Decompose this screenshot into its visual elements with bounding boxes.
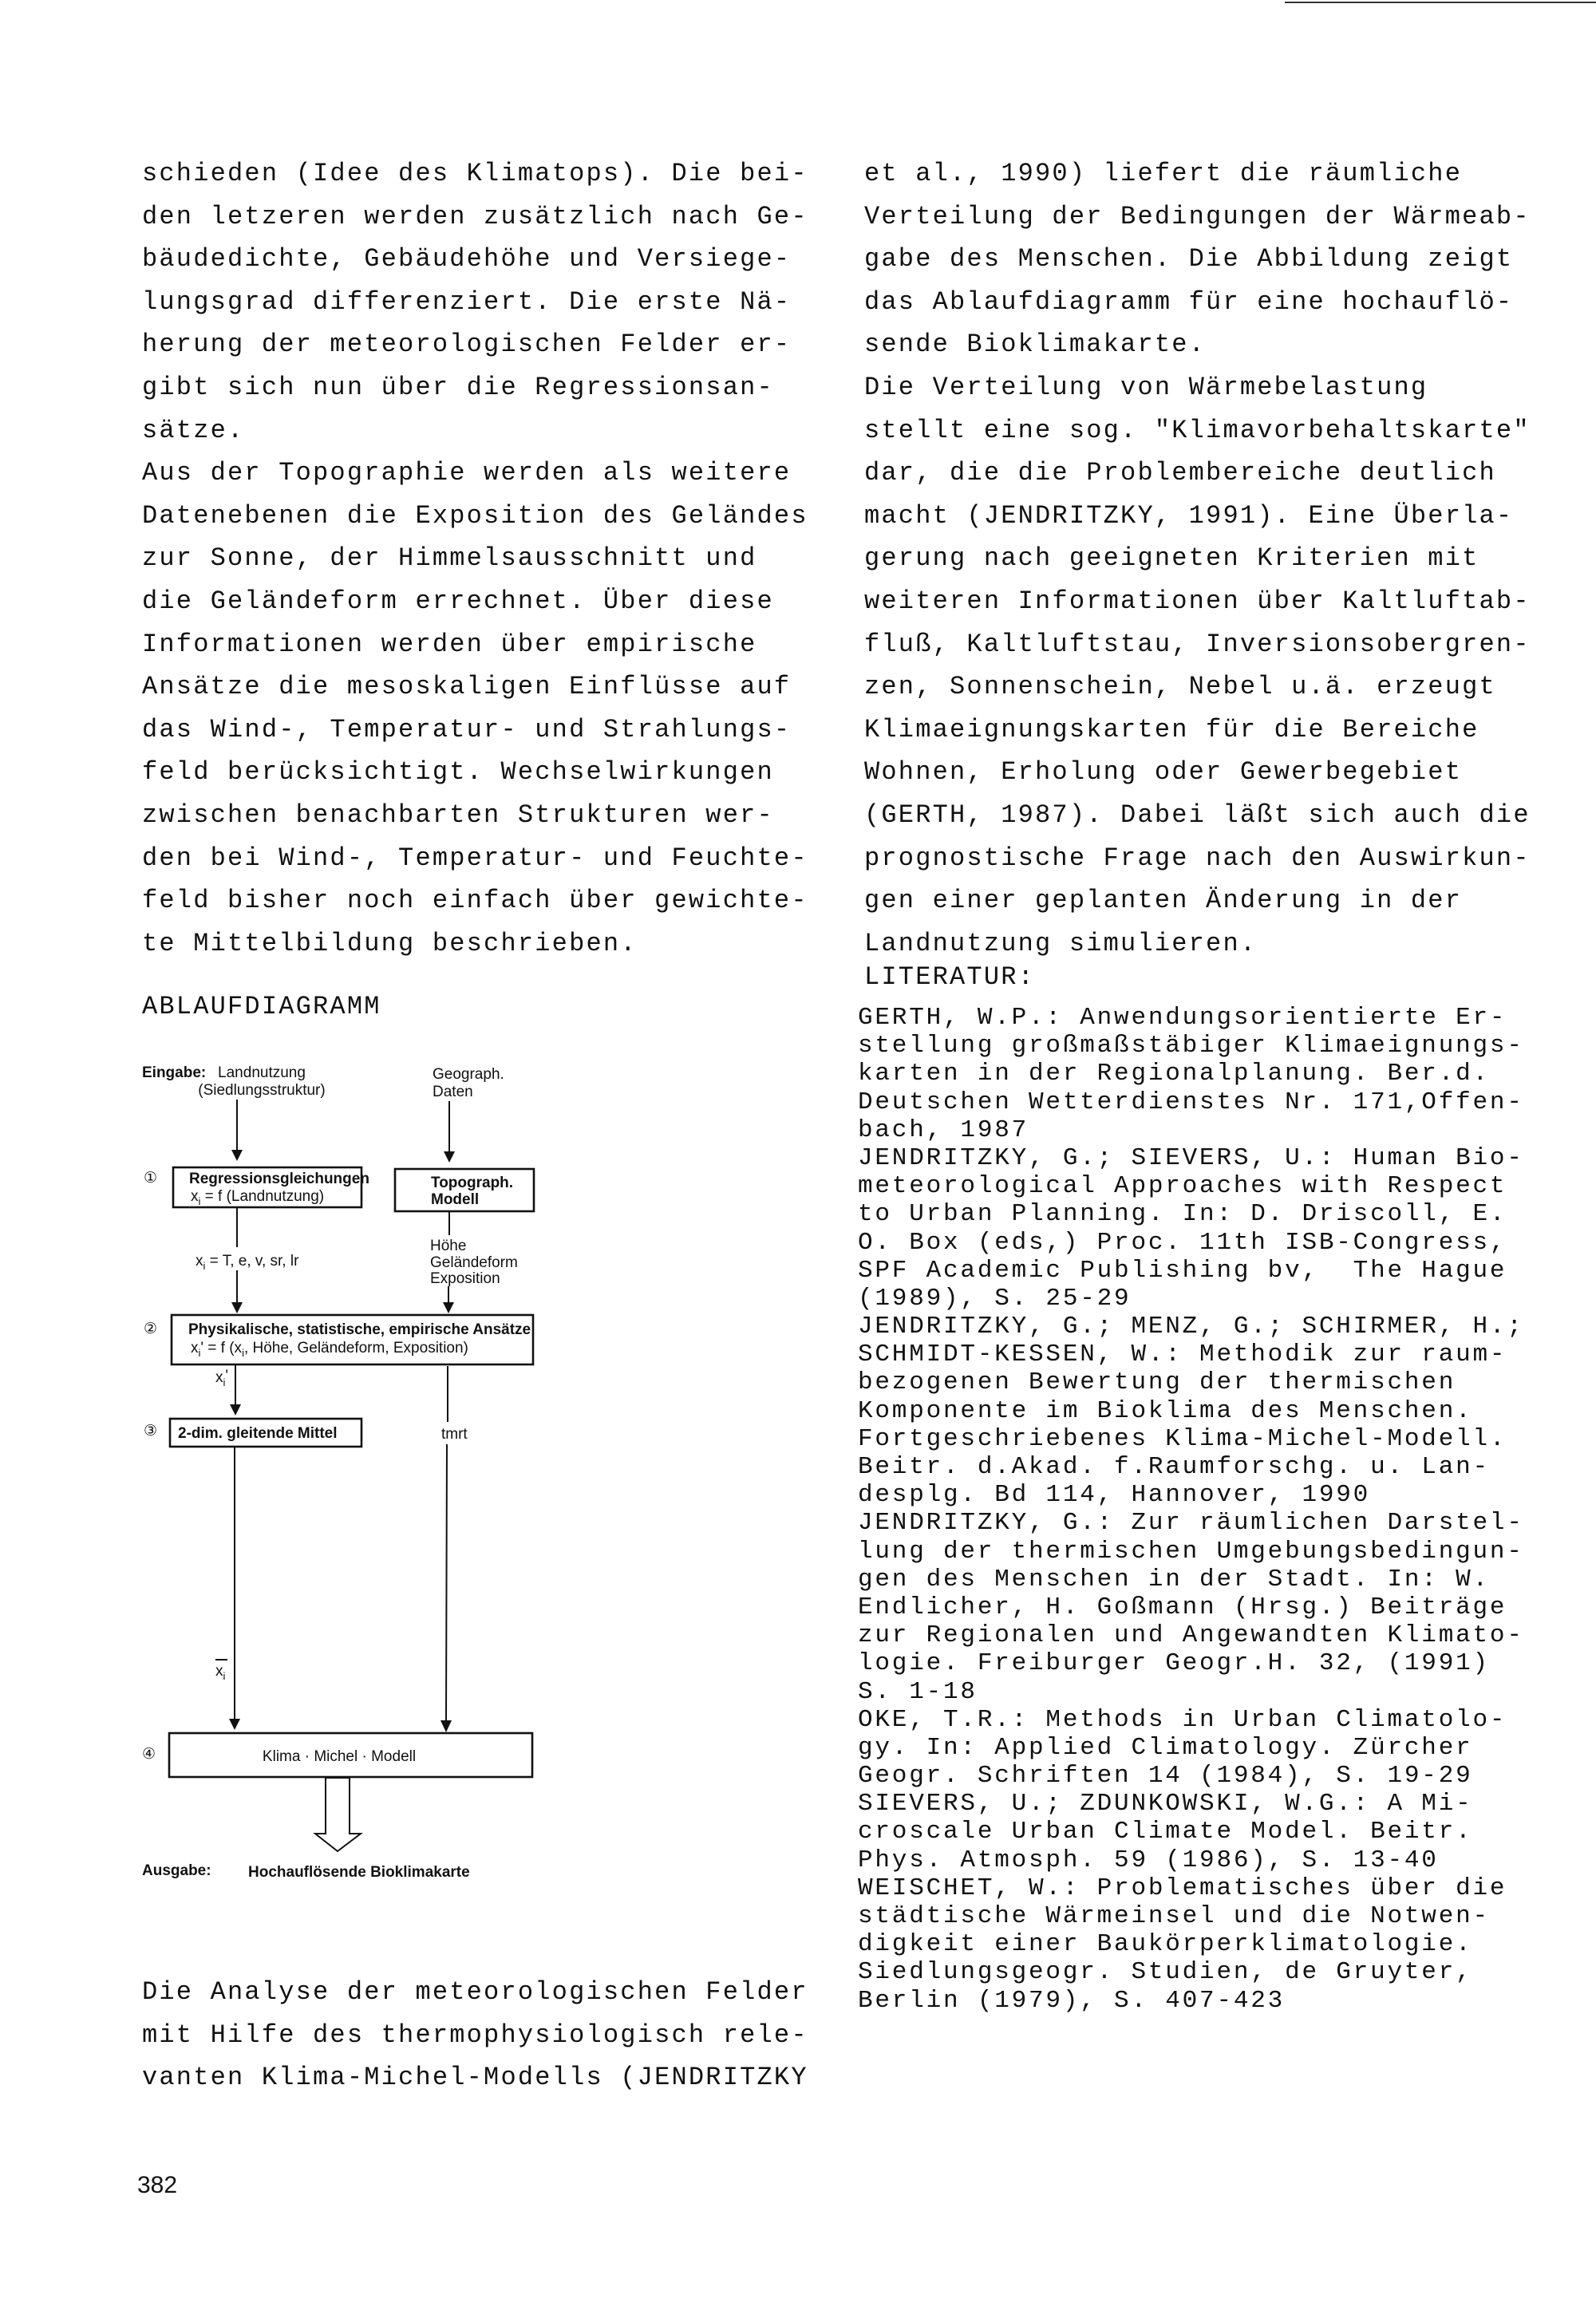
reference-line: SCHMIDT-KESSEN, W.: Methodik zur raum-	[858, 1341, 1507, 1369]
text-line: den bei Wind-, Temperatur- und Feuchte-	[142, 843, 808, 873]
reference-line: croscale Urban Climate Model. Beitr.	[858, 1818, 1473, 1846]
literature-heading: LITERATUR:	[864, 962, 1036, 992]
text-line: zwischen benachbarten Strukturen wer-	[142, 800, 774, 830]
text-line: Die Analyse der meteorologischen Felder	[142, 1977, 808, 2007]
right-column-text	[864, 152, 1531, 965]
reference-line: zur Regionalen und Angewandten Klimato-	[858, 1621, 1524, 1650]
box-physikalische-formula: $x_i' = f$ ($x_i$, Höhe, Geländeform, Exposition)	[191, 1340, 468, 1359]
text-line: Datenebenen die Exposition des Geländes	[142, 500, 808, 531]
reference-line: Deutschen Wetterdienstes Nr. 171,Offen-	[858, 1088, 1524, 1116]
reference-line: desplg. Bd 114, Hannover, 1990	[858, 1481, 1371, 1510]
reference-line: JENDRITZKY, G.; MENZ, G.; SCHIRMER, H.;	[858, 1313, 1524, 1341]
box-regression-title: Regressionsgleichungen	[189, 1171, 369, 1187]
reference-line: Siedlungsgeogr. Studien, de Gruyter,	[858, 1958, 1473, 1987]
text-line: Ansätze die mesoskaligen Einflüsse auf	[142, 672, 792, 702]
reference-line: Geogr. Schriften 14 (1984), S. 19-29	[858, 1762, 1473, 1791]
text-line: bäudedichte, Gebäudehöhe und Versiege-	[142, 244, 792, 274]
arrow-head	[231, 1150, 243, 1161]
reference-line: bach, 1987	[858, 1116, 1029, 1144]
text-line: das Wind-, Temperatur- und Strahlungs-	[142, 714, 792, 744]
tmrt-label: tmrt	[441, 1426, 468, 1443]
box-topograph-title-2: Modell	[431, 1191, 480, 1208]
reference-line: Berlin (1979), S. 407-423	[858, 1986, 1286, 2015]
text-line: sende Bioklimakarte.	[864, 330, 1207, 360]
text-line: gibt sich nun über die Regressionsan-	[142, 372, 774, 402]
arrow-head	[444, 1151, 455, 1163]
text-line: fluß, Kaltluftstau, Inversionsobergren-	[864, 629, 1531, 659]
text-line: zen, Sonnenschein, Nebel u.ä. erzeugt	[864, 672, 1496, 702]
box-gleitende-mittel-title: 2-dim. gleitende Mittel	[178, 1425, 338, 1442]
arrow-head	[440, 1720, 452, 1732]
reference-line: Endlicher, H. Goßmann (Hrsg.) Beiträge	[858, 1593, 1507, 1621]
xi-prime-label: $x_i'$	[215, 1368, 229, 1388]
reference-line: SPF Academic Publishing bv, The Hague	[858, 1256, 1507, 1285]
text-line: Wohnen, Erholung oder Gewerbegebiet	[864, 757, 1463, 788]
literature-list	[858, 1004, 1524, 2015]
reference-line: städtische Wärmeinsel und die Notwen-	[858, 1902, 1490, 1930]
reference-line: Phys. Atmosph. 59 (1986), S. 13-40	[858, 1846, 1439, 1874]
text-line: te Mittelbildung beschrieben.	[142, 928, 638, 958]
text-line: schieden (Idee des Klimatops). Die bei-	[142, 159, 808, 188]
input-geograph: Geograph.	[433, 1066, 504, 1083]
text-line: Verteilung der Bedingungen der Wärmeab-	[864, 201, 1531, 231]
text-line: stellt eine sog. "Klimavorbehaltskarte"	[864, 415, 1531, 445]
text-line: gen einer geplanten Änderung in der	[864, 886, 1463, 916]
output-hollow-arrow	[315, 1778, 361, 1851]
input-label: Eingabe:	[142, 1064, 207, 1081]
text-line: et al., 1990) liefert die räumliche	[864, 159, 1463, 188]
reference-line: JENDRITZKY, G.: Zur räumlichen Darstel-	[858, 1509, 1524, 1538]
text-line: feld berücksichtigt. Wechselwirkungen	[142, 757, 774, 788]
topo-output-hoehe: Höhe	[430, 1238, 467, 1254]
output-label: Ausgabe:	[142, 1862, 211, 1879]
topo-output-gelaendeform: Geländeform	[430, 1254, 518, 1271]
box-klima-michel-title: Klima · Michel · Modell	[262, 1748, 417, 1765]
reference-line: S. 1-18	[858, 1677, 978, 1706]
text-line: zur Sonne, der Himmelsausschnitt und	[142, 543, 757, 574]
xi-bar-label: $x_i$	[215, 1663, 226, 1682]
input-landnutzung: Landnutzung	[218, 1064, 306, 1081]
flow-diagram	[136, 1053, 814, 1915]
left-column-bottom-text	[142, 1971, 808, 2099]
text-line: das Ablaufdiagramm für eine hochauflö-	[864, 286, 1514, 317]
reference-line: GERTH, W.P.: Anwendungsorientierte Er-	[858, 1004, 1507, 1032]
reference-line: stellung großmaßstäbiger Klimaeignungs-	[858, 1032, 1524, 1060]
reference-line: Fortgeschriebenes Klima-Michel-Modell.	[858, 1424, 1507, 1453]
topo-output-exposition: Exposition	[430, 1270, 500, 1287]
reference-line: gy. In: Applied Climatology. Zürcher	[858, 1733, 1473, 1762]
reference-line: logie. Freiburger Geogr.H. 32, (1991)	[858, 1649, 1490, 1678]
page-number: 382	[137, 2172, 178, 2198]
box-regression-formula: $x_i = f$ (Landnutzung)	[191, 1188, 325, 1207]
reference-line: to Urban Planning. In: D. Driscoll, E.	[858, 1200, 1507, 1229]
text-line: sätze.	[142, 415, 245, 445]
text-line: gabe des Menschen. Die Abbildung zeigt	[864, 244, 1514, 274]
input-daten: Daten	[433, 1084, 473, 1100]
text-line: macht (JENDRITZKY, 1991). Eine Überla-	[864, 500, 1514, 531]
text-line: den letzeren werden zusätzlich nach Ge-	[142, 201, 808, 231]
text-line: (GERTH, 1987). Dabei läßt sich auch die	[864, 800, 1531, 830]
reference-line: karten in der Regionalplanung. Ber.d.	[858, 1060, 1490, 1088]
reference-line: lung der thermischen Umgebungsbedingun-	[858, 1537, 1524, 1566]
reference-line: digkeit einer Baukörperklimatologie.	[858, 1930, 1473, 1959]
input-siedlungsstruktur: (Siedlungsstruktur)	[198, 1082, 326, 1099]
step-1-marker: ①	[144, 1170, 158, 1187]
output-value: Hochauflösende Bioklimakarte	[248, 1864, 470, 1881]
step-3-marker: ③	[144, 1423, 158, 1439]
arrow-head	[229, 1719, 240, 1730]
diagram-heading: ABLAUFDIAGRAMM	[142, 992, 381, 1021]
box-physikalische-title: Physikalische, statistische, empirische Ansätze	[188, 1321, 531, 1338]
reference-line: WEISCHET, W.: Problematisches über die	[858, 1874, 1507, 1902]
box-topograph-title-1: Topograph.	[431, 1175, 514, 1191]
text-line: die Geländeform errechnet. Über diese	[142, 586, 774, 616]
reference-line: JENDRITZKY, G.; SIEVERS, U.: Human Bio-	[858, 1143, 1524, 1172]
arrow-head	[443, 1302, 454, 1313]
text-line: Landnutzung simulieren.	[864, 928, 1258, 958]
step-2-marker: ②	[144, 1321, 158, 1337]
reference-line: Beitr. d.Akad. f.Raumforschg. u. Lan-	[858, 1453, 1490, 1481]
text-line: Klimaeignungskarten für die Bereiche	[864, 714, 1479, 744]
reference-line: SIEVERS, U.; ZDUNKOWSKI, W.G.: A Mi-	[858, 1790, 1473, 1818]
reference-line: bezogenen Bewertung der thermischen	[858, 1368, 1456, 1397]
arrow-line	[446, 1444, 447, 1722]
variables-label: $x_i = T$, e, v, sr, lr	[196, 1253, 299, 1272]
step-4-marker: ④	[142, 1746, 156, 1763]
text-line: herung der meteorologischen Felder er-	[142, 330, 792, 360]
text-line: Die Verteilung von Wärmebelastung	[864, 372, 1428, 402]
text-line: lungsgrad differenziert. Die erste Nä-	[142, 286, 792, 317]
arrow-head	[230, 1404, 241, 1416]
left-column-text	[142, 152, 808, 965]
text-line: Informationen werden über empirische	[142, 629, 757, 659]
reference-line: OKE, T.R.: Methods in Urban Climatolo-	[858, 1705, 1507, 1734]
reference-line: (1989), S. 25-29	[858, 1284, 1132, 1313]
reference-line: meteorological Approaches with Respect	[858, 1172, 1507, 1201]
text-line: feld bisher noch einfach über gewichte-	[142, 886, 808, 916]
text-line: weiteren Informationen über Kaltluftab-	[864, 586, 1531, 616]
top-rule	[1285, 2, 1596, 3]
reference-line: Komponente im Bioklima des Menschen.	[858, 1396, 1473, 1425]
text-line: prognostische Frage nach den Auswirkun-	[864, 843, 1531, 873]
reference-line: O. Box (eds,) Proc. 11th ISB-Congress,	[858, 1228, 1507, 1257]
text-line: dar, die die Problembereiche deutlich	[864, 458, 1496, 488]
reference-line: gen des Menschen in der Stadt. In: W.	[858, 1565, 1490, 1593]
text-line: Aus der Topographie werden als weitere	[142, 458, 792, 488]
arrow-head	[231, 1302, 243, 1313]
text-line: gerung nach geeigneten Kriterien mit	[864, 543, 1479, 574]
text-line: mit Hilfe des thermophysiologisch rele-	[142, 2020, 808, 2050]
text-line: vanten Klima-Michel-Modells (JENDRITZKY	[142, 2063, 808, 2093]
